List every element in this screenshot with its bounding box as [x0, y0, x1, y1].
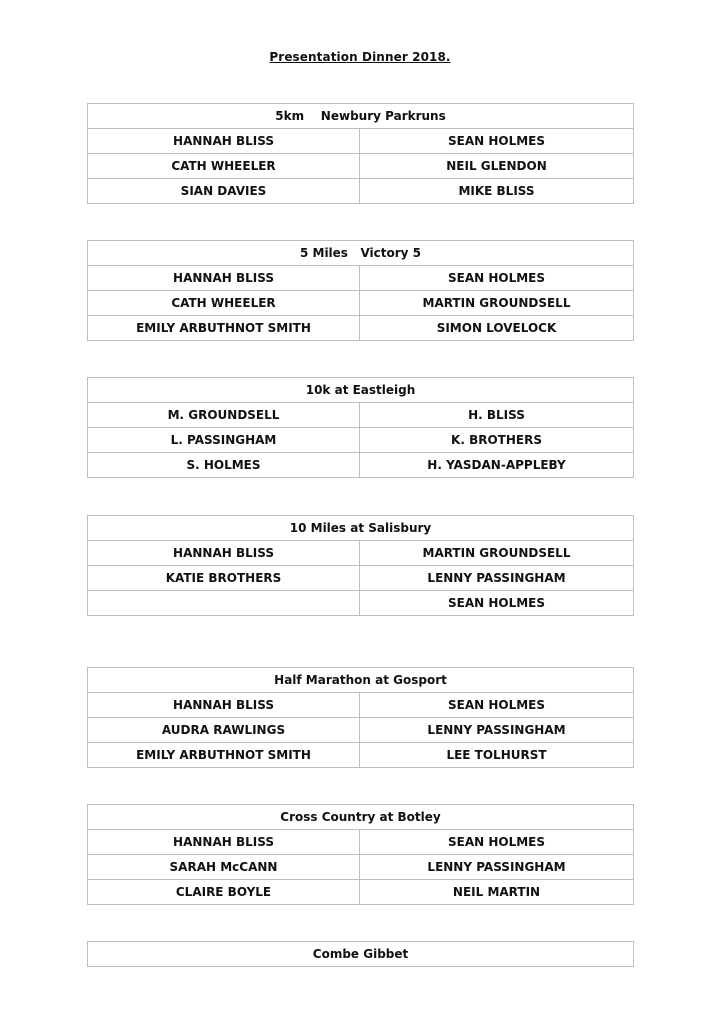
table-row — [88, 428, 634, 453]
table-row — [88, 566, 634, 591]
table-heading: 5 Miles Victory 5 — [88, 241, 634, 266]
table-row — [88, 591, 634, 616]
results-table-5-miles-victory — [87, 240, 634, 341]
women-name-cell: SIAN DAVIES — [88, 179, 360, 204]
table-heading: Cross Country at Botley — [88, 805, 634, 830]
men-name-cell: H. BLISS — [360, 403, 634, 428]
men-name-cell: SEAN HOLMES — [360, 591, 634, 616]
table-row — [88, 403, 634, 428]
women-name-cell: AUDRA RAWLINGS — [88, 718, 360, 743]
men-name-cell: H. YASDAN-APPLEBY — [360, 453, 634, 478]
table-heading: 10k at Eastleigh — [88, 378, 634, 403]
table-row — [88, 154, 634, 179]
men-name-cell: LENNY PASSINGHAM — [360, 718, 634, 743]
table-heading: 5km Newbury Parkruns — [88, 104, 634, 129]
table-row — [88, 880, 634, 905]
men-name-cell: LENNY PASSINGHAM — [360, 566, 634, 591]
men-name-cell: LENNY PASSINGHAM — [360, 855, 634, 880]
men-name-cell: SEAN HOLMES — [360, 266, 634, 291]
women-name-cell: KATIE BROTHERS — [88, 566, 360, 591]
men-name-cell: SEAN HOLMES — [360, 693, 634, 718]
table-row — [88, 541, 634, 566]
women-name-cell: CATH WHEELER — [88, 154, 360, 179]
women-name-cell: M. GROUNDSELL — [88, 403, 360, 428]
results-table-10k-eastleigh — [87, 377, 634, 478]
women-name-cell: L. PASSINGHAM — [88, 428, 360, 453]
women-name-cell: HANNAH BLISS — [88, 266, 360, 291]
women-name-cell: CLAIRE BOYLE — [88, 880, 360, 905]
table-row — [88, 291, 634, 316]
men-name-cell: K. BROTHERS — [360, 428, 634, 453]
women-name-cell: HANNAH BLISS — [88, 129, 360, 154]
table-row — [88, 453, 634, 478]
table-row — [88, 179, 634, 204]
women-name-cell: SARAH McCANN — [88, 855, 360, 880]
men-name-cell: MARTIN GROUNDSELL — [360, 541, 634, 566]
table-heading: 10 Miles at Salisbury — [88, 516, 634, 541]
men-name-cell: MIKE BLISS — [360, 179, 634, 204]
results-table-cross-country-botley — [87, 804, 634, 905]
table-row — [88, 693, 634, 718]
table-row — [88, 855, 634, 880]
men-name-cell: MARTIN GROUNDSELL — [360, 291, 634, 316]
table-row — [88, 266, 634, 291]
table-row — [88, 718, 634, 743]
men-name-cell: SIMON LOVELOCK — [360, 316, 634, 341]
table-row — [88, 129, 634, 154]
table-heading: Combe Gibbet — [88, 942, 634, 967]
women-name-cell: HANNAH BLISS — [88, 830, 360, 855]
men-name-cell: SEAN HOLMES — [360, 830, 634, 855]
table-heading: Half Marathon at Gosport — [88, 668, 634, 693]
women-name-cell: CATH WHEELER — [88, 291, 360, 316]
results-table-combe-gibbet — [87, 941, 634, 967]
men-name-cell: SEAN HOLMES — [360, 129, 634, 154]
women-name-cell — [88, 591, 360, 616]
page-title: Presentation Dinner 2018. — [269, 50, 451, 64]
men-name-cell: LEE TOLHURST — [360, 743, 634, 768]
results-table-10-miles-salisbury — [87, 515, 634, 616]
results-table-half-marathon-gosport — [87, 667, 634, 768]
men-name-cell: NEIL GLENDON — [360, 154, 634, 179]
women-name-cell: HANNAH BLISS — [88, 541, 360, 566]
men-name-cell: NEIL MARTIN — [360, 880, 634, 905]
women-name-cell: S. HOLMES — [88, 453, 360, 478]
results-table-5km-newbury — [87, 103, 634, 204]
women-name-cell: HANNAH BLISS — [88, 693, 360, 718]
table-row — [88, 830, 634, 855]
table-row — [88, 743, 634, 768]
women-name-cell: EMILY ARBUTHNOT SMITH — [88, 316, 360, 341]
table-row — [88, 316, 634, 341]
women-name-cell: EMILY ARBUTHNOT SMITH — [88, 743, 360, 768]
